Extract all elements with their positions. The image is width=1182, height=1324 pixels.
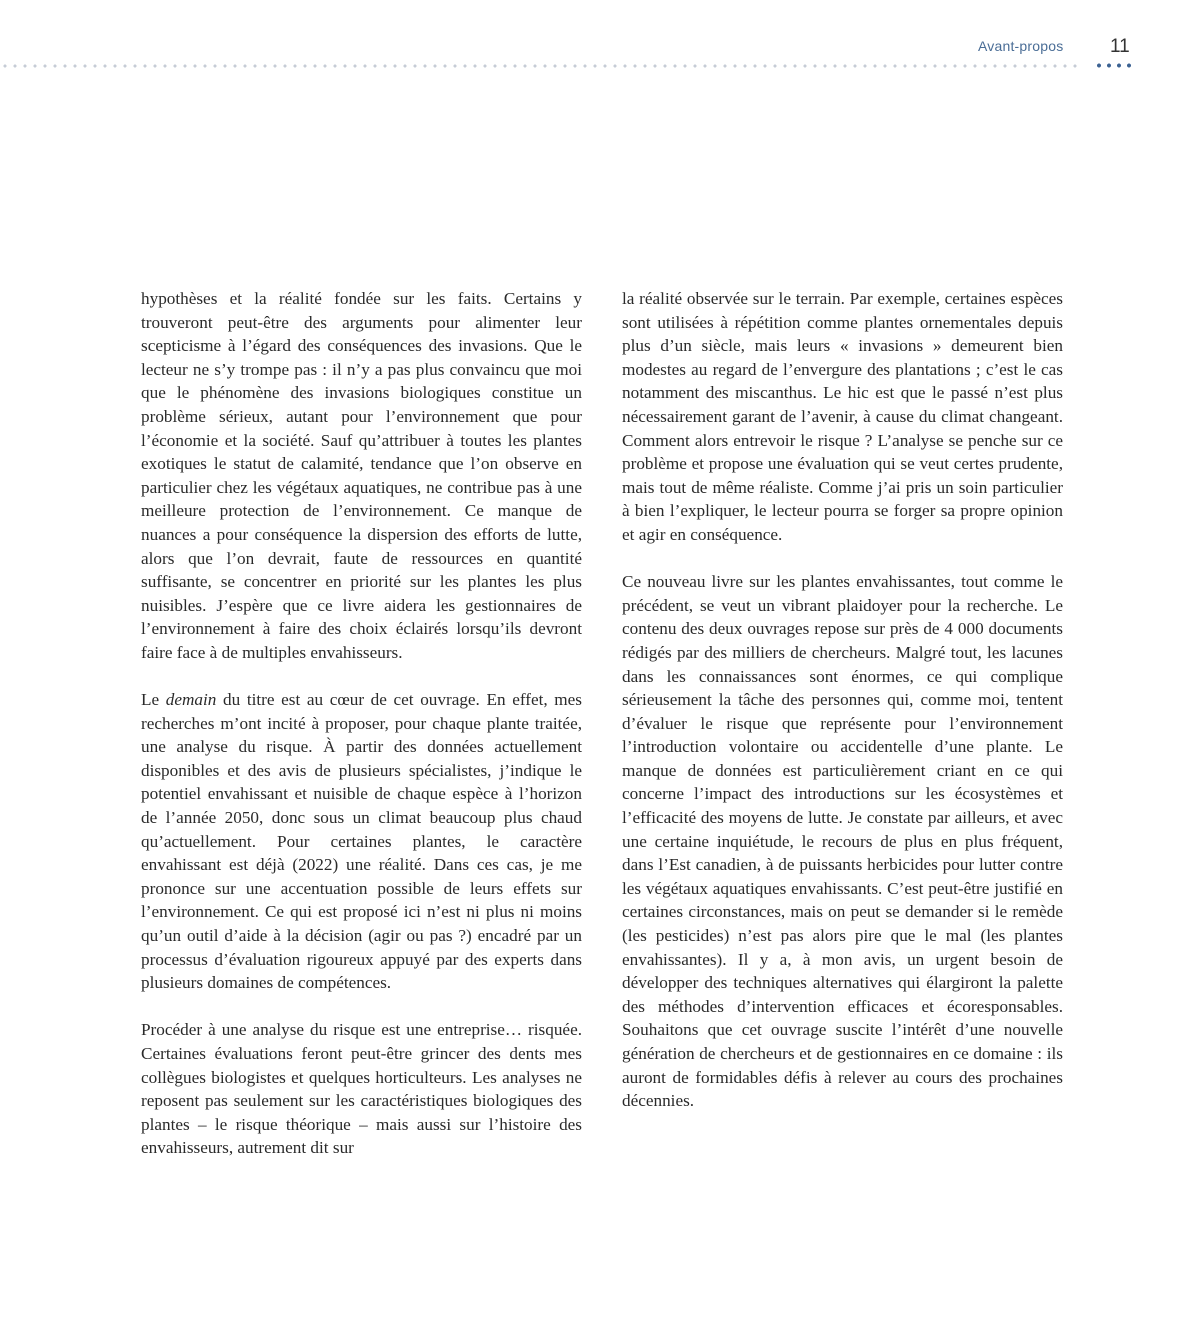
text-column-right <box>622 287 1063 1113</box>
paragraph: la réalité observée sur le terrain. Par exemple, certaines espèces sont utilisées à répétition comme plantes ornementales depuis plus d’un siècle, mais leurs « invasions » demeurent bien modestes au regard de l’envergure des plantations ; c’est le cas notamment des miscanthus. Le hic est que le passé n’est plus nécessairement garant de l’avenir, à cause du climat changeant. Comment alors entrevoir le risque ? L’analyse se penche sur ce problème et propose une évaluation qui se veut certes prudente, mais tout de même réaliste. Comme j’ai pris un soin particulier à bien l’expliquer, le lecteur pourra se forger sa propre opinion et agir en conséquence. <box>622 289 1063 544</box>
paragraph-start: Le <box>141 690 166 710</box>
emphasis-demain: demain <box>165 690 217 710</box>
paragraph-rest: du titre est au cœur de cet ouvrage. En effet, mes recherches m’ont incité à proposer, pour chaque plante traitée, une analyse du risque. À partir des données actuellement disponibles et des avis de plusieurs spécialistes, j’indique le potentiel envahissant et nuisible de chaque espèce à l’horizon de l’année 2050, donc sous un climat beaucoup plus chaud qu’actuellement. Pour certaines plantes, le caractère envahissant est déjà (2022) une réalité. Dans ces cas, je me prononce sur une accentuation possible de leurs effets sur l’environnement. Ce qui est proposé ici n’est ni plus ni moins qu’un outil d’aide à la décision (agir ou pas ?) encadré par un processus d’évaluation rigoureux appuyé par des experts dans plusieurs domaines de compétences. <box>141 690 582 993</box>
paragraph: hypothèses et la réalité fondée sur les faits. Certains y trouveront peut-être des arguments pour alimenter leur scepticisme à l’égard des conséquences des invasions. Que le lecteur ne s’y trompe pas : il n’y a pas plus convaincu que moi que le phénomène des invasions biologiques constitue un problème sérieux, autant pour l’environnement que pour l’économie et la société. Sauf qu’attribuer à toutes les plantes exotiques le statut de calamité, tendance que l’on observe en particulier chez les végétaux aquatiques, ne contribue pas à une meilleure protection de l’environnement. Ce manque de nuances a pour conséquence la dispersion des efforts de lutte, alors que l’on devrait, faute de ressources en quantité suffisante, se concentrer en priorité sur les plantes les plus nuisibles. J’espère que ce livre aidera les gestionnaires de l’environnement à faire des choix éclairés lorsqu’ils devront faire face à de multiples envahisseurs. <box>141 289 582 662</box>
text-column-left <box>141 287 582 1160</box>
paragraph: Ce nouveau livre sur les plantes envahissantes, tout comme le précédent, se veut un vibrant plaidoyer pour la recherche. Le contenu des deux ouvrages repose sur près de 4 000 documents rédigés par des milliers de chercheurs. Malgré tout, les lacunes dans les connaissances sont énormes, ce qui complique sérieusement la tâche des personnes qui, comme moi, tentent d’évaluer le risque que représente pour l’environnement l’introduction volontaire ou accidentelle d’une plante. Le manque de données est particulièrement criant en ce qui concerne l’impact des introductions sur les écosystèmes et l’efficacité des moyens de lutte. Je constate par ailleurs, et avec une certaine inquiétude, le recours de plus en plus fréquent, dans l’Est canadien, à de puissants herbicides pour lutter contre les végétaux aquatiques envahissants. C’est peut-être justifié en certaines circonstances, mais on peut se demander si le remède (les pesticides) n’est pas alors pire que le mal (les plantes envahissantes). Il y a, à mon avis, un urgent besoin de développer des techniques alternatives qui élargiront la palette des méthodes d’intervention efficaces et écoresponsables. Souhaitons que cet ouvrage suscite l’intérêt d’une nouvelle génération de chercheurs et de gestionnaires en ce domaine : ils auront de formidables défis à relever au cours des prochaines décennies. <box>622 572 1063 1111</box>
dotted-rule <box>0 64 1080 68</box>
paragraph <box>141 688 582 995</box>
running-head-section: Avant-propos <box>978 38 1064 54</box>
page-number: 11 <box>1110 36 1130 57</box>
dotted-rule-accent <box>1094 63 1134 68</box>
paragraph: Procéder à une analyse du risque est une entreprise… risquée. Certaines évaluations feront peut-être grincer des dents mes collègues biologistes et quelques horticulteurs. Les analyses ne reposent pas seulement sur les caractéristiques biologiques des plantes – le risque théorique – mais aussi sur l’histoire des envahisseurs, autrement dit sur <box>141 1020 582 1158</box>
